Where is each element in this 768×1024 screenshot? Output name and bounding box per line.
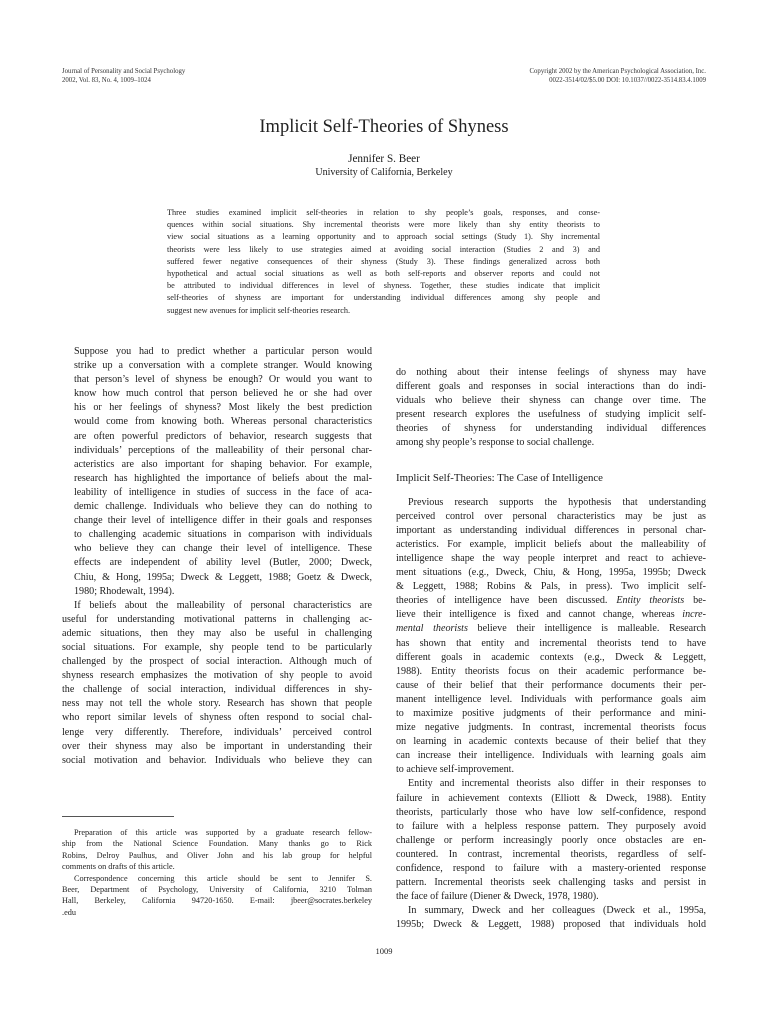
italic-term: incre- — [682, 609, 706, 621]
abstract-line: Three studies examined implicit self-theories in relation to shy people’s goals, responses, and conse- — [167, 208, 600, 217]
body-line: to achieve self-improvement. — [396, 764, 514, 776]
footnote-line: Preparation of this article was supported by a graduate research fellow- — [74, 828, 372, 837]
abstract-line: be attributed to individual differences in level of shyness. Together, these studies indicate that implicit — [167, 281, 600, 291]
footnote-line: Beer, Department of Psychology, University of California, 3210 Tolman — [62, 885, 372, 895]
body-line: perceived control over personal characteristics may be just as — [396, 510, 706, 522]
body-line: to failure with a helpless response pattern. They purposely avoid — [396, 820, 706, 832]
footnote-line: Correspondence concerning this article should be sent to Jennifer S. — [74, 873, 372, 883]
body-line: acteristics are also important for shaping behavior. For example, — [74, 458, 372, 470]
copyright-line: Copyright 2002 by the American Psychological Association, Inc. — [529, 68, 706, 75]
body-line: his or her feelings of shyness? Most likely the best prediction — [74, 402, 372, 414]
article-title: Implicit Self-Theories of Shyness — [259, 117, 509, 137]
body-line: individuals’ perceptions of the malleability of their personal char- — [74, 444, 372, 456]
body-line: the challenge of social interaction, individual differences in shy- — [62, 684, 372, 696]
body-line: ment situations (e.g., Dweck, Chiu, & Hong, 1995a, 1995b; Dweck — [396, 567, 706, 579]
text-run: lieve their intelligence is fixed and cannot change, whereas — [396, 609, 675, 621]
abstract-line: view social situations as a learning opportunity and to approach social settings (Study 1). Shy incremental — [167, 232, 600, 242]
body-line: challenge or perform increasingly poorly once obstacles are en- — [396, 834, 706, 846]
body-line: who report similar levels of shyness often respond to social chal- — [62, 712, 372, 724]
body-line: intelligence shape the way people interpret and react to achieve- — [396, 552, 706, 564]
footnote-line: ship from the National Science Foundation. Many thanks go to Rick — [62, 839, 372, 849]
body-paragraph — [62, 345, 372, 599]
page-number: 1009 — [375, 946, 393, 956]
body-line: ness may not tell the whole story. Research has shown that people — [62, 698, 372, 710]
body-line: are often powerful predictors of behavior, research suggests that — [74, 430, 372, 442]
body-line: has shown that entity and incremental theorists tend to have — [396, 637, 706, 649]
body-paragraph — [396, 904, 706, 932]
body-line: different goals and responses in social interactions than do indi- — [396, 381, 706, 393]
section-spacer — [396, 485, 706, 496]
body-line: that person’s level of shyness be enough? Or would you want to — [74, 374, 372, 386]
body-line: ademic situations, then they may also be useful in challenging — [62, 627, 372, 639]
body-line: 1995b; Dweck & Leggett, 1988) proposed that individuals hold — [396, 919, 706, 931]
body-line: 1980; Rhodewalt, 1994). — [74, 585, 175, 597]
body-line: social situations. For example, shy people tend to be particularly — [62, 641, 372, 653]
body-line: change their level of intelligence differ in their goals and responses — [74, 515, 372, 527]
abstract — [167, 207, 600, 317]
body-line: 1988). Entity theorists focus on their academic performance be- — [396, 665, 706, 677]
copyright-notice — [529, 68, 706, 85]
journal-citation — [62, 68, 185, 85]
body-line: challenged by the prospect of social interaction. Although much of — [62, 656, 372, 668]
body-line: Chiu, & Hong, 1995a; Dweck & Leggett, 1988; Goetz & Dweck, — [74, 571, 372, 583]
right-column — [396, 366, 706, 932]
section-spacer — [396, 451, 706, 471]
body-line: strike up a conversation with a complete stranger. Would knowing — [74, 360, 372, 372]
italic-term: Entity theorists — [616, 595, 685, 607]
abstract-line: suffered fewer negative consequences of their shyness (Study 3). These findings generalized across both — [167, 256, 600, 266]
body-line: manent intelligence level. Individuals with performance goals aim — [396, 693, 706, 705]
body-line: lenge very differently. Therefore, individuals’ perceived control — [62, 726, 372, 738]
footnote-rule — [62, 816, 174, 817]
body-line: the face of failure (Diener & Dweck, 1978, 1980). — [396, 891, 599, 903]
body-line: Previous research supports the hypothesis that understanding — [408, 496, 706, 508]
body-line: In summary, Dweck and her colleagues (Dweck et al., 1995a, — [408, 905, 706, 917]
footnote-line: .edu — [62, 907, 76, 917]
body-line: failure in achievement contexts (Elliott & Dweck, 1988). Entity — [396, 792, 706, 804]
body-line: important as understanding individual differences in personal char- — [396, 524, 706, 536]
journal-volume: 2002, Vol. 83, No. 4, 1009–1024 — [62, 76, 151, 84]
body-line: can increase their intelligence. Individuals with learning goals aim — [396, 750, 706, 762]
body-line: research has highlighted the importance of beliefs about the mal- — [74, 472, 372, 484]
body-line: would come from knowing both. Whereas personal characteristics — [74, 416, 372, 428]
body-line: viduals who believe their shyness can change over time. The — [396, 395, 706, 407]
abstract-line: quences within social situations. Shy incremental theorists were more likely than shy entity theorists to — [167, 220, 600, 230]
section-heading: Implicit Self-Theories: The Case of Intelligence — [396, 471, 603, 484]
body-line: different goals in academic contexts (e.g., Dweck & Leggett, — [396, 651, 706, 663]
body-line: mize negative judgments. In contrast, incremental theorists focus — [396, 722, 706, 734]
body-line: If beliefs about the malleability of personal characteristics are — [74, 599, 372, 611]
body-paragraph — [396, 366, 706, 451]
body-line — [396, 622, 706, 636]
left-column — [62, 345, 372, 768]
author-footnote — [62, 827, 372, 918]
body-line: countered. In contrast, incremental theorists, regardless of self- — [396, 848, 706, 860]
body-line: present research explores the usefulness of studying implicit self- — [396, 409, 706, 421]
footnote-paragraph — [62, 827, 372, 873]
journal-name: Journal of Personality and Social Psychology — [62, 68, 186, 75]
footnote-line: Hall, Berkeley, California 94720-1650. E-mail: jbeer@socrates.berkeley — [62, 896, 372, 906]
body-line: to maximize positive judgments of their performance and mini- — [396, 707, 706, 719]
body-line: Suppose you had to predict whether a particular person would — [74, 346, 372, 357]
body-line: acteristics. For example, implicit beliefs about the malleability of — [396, 538, 706, 550]
abstract-line: theorists were less likely to use strategies aimed at avoiding social interaction (Studies 2 and 3) and — [167, 244, 600, 254]
footnote-line: Robins, Delroy Paulhus, and Oliver John and his lab group for helpful — [62, 850, 372, 860]
author-name: Jennifer S. Beer — [348, 153, 420, 165]
body-line: over their shyness may also be important in understanding their — [62, 740, 372, 752]
doi-line: 0022-3514/02/$5.00 DOI: 10.1037//0022-3514.83.4.1009 — [549, 76, 706, 84]
body-line — [396, 608, 706, 622]
text-run: believe their intelligence is malleable. Research — [477, 623, 706, 635]
body-line: shyness research emphasizes the motivation of shy people to avoid — [62, 670, 372, 682]
body-line: theories of shyness for understanding individual differences — [396, 423, 706, 435]
body-line: know how much control that person believed he or she had over — [74, 388, 372, 400]
body-paragraph — [62, 599, 372, 768]
abstract-line: hypothetical and actual social situations as well as both self-reports and observer reports and could not — [167, 269, 600, 279]
italic-term: mental theorists — [396, 623, 468, 635]
body-line: leability of intelligence in studies of success in the face of aca- — [74, 486, 372, 498]
body-line: to challenging academic situations in comparison with individuals — [74, 529, 372, 541]
body-line — [396, 594, 706, 608]
text-run: be- — [684, 595, 706, 607]
body-line: demic challenge. Individuals who believe they can do nothing to — [74, 501, 372, 513]
body-line: pattern. Incremental theorists seek challenging tasks and persist in — [396, 877, 706, 889]
body-line: among shy people’s response to social challenge. — [396, 437, 595, 449]
body-line: who believe they can change their level of intelligence. These — [74, 543, 372, 555]
footnote-paragraph — [62, 873, 372, 919]
body-line: on learning in academic contexts because of their belief that they — [396, 736, 706, 748]
body-paragraph — [396, 496, 706, 778]
text-run: theories of intelligence have been discussed. — [396, 595, 608, 607]
body-paragraph — [396, 777, 706, 904]
body-line: social motivation and behavior. Individuals who believe they can — [62, 754, 372, 766]
abstract-line: self-theories of shyness are important for understanding individual differences among shy people and — [167, 293, 600, 303]
author-affiliation: University of California, Berkeley — [315, 167, 453, 178]
body-line: confidence, respond to failure with a mastery-oriented response — [396, 863, 706, 874]
body-line: Entity and incremental theorists also differ in their responses to — [408, 778, 706, 790]
body-line: theorists, particularly those who have low self-confidence, respond — [396, 806, 706, 818]
body-line: useful for understanding motivational patterns in challenging ac- — [62, 613, 372, 625]
body-line: do nothing about their intense feelings of shyness may have — [396, 367, 706, 378]
footnote-line: comments on drafts of this article. — [62, 862, 175, 872]
body-line: & Leggett, 1988; Robins & Pals, in press). Two implicit self- — [396, 581, 706, 593]
abstract-line: suggest new avenues for implicit self-theories research. — [167, 305, 351, 315]
body-line: effects are independent of ability level (Butler, 2000; Dweck, — [74, 557, 372, 569]
body-line: cause of their belief that their performance documents their per- — [396, 679, 706, 691]
